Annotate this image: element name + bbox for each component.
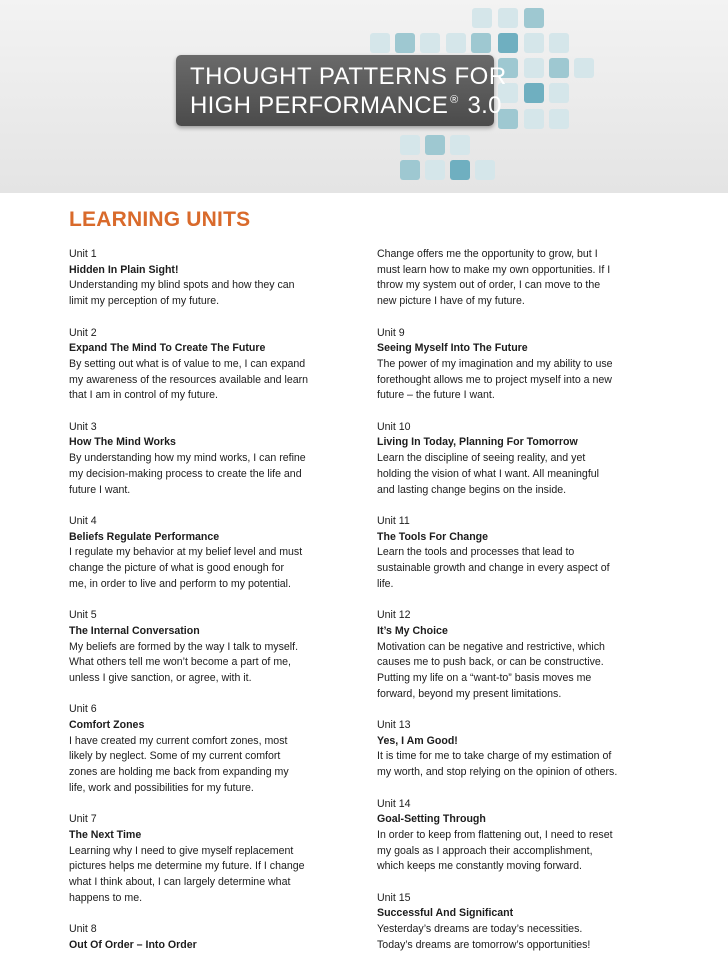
description-line: By setting out what is of value to me, I can expand <box>69 357 306 370</box>
title-box <box>176 55 507 126</box>
decorative-square <box>420 33 440 53</box>
unit-label: Unit 3 <box>69 420 97 433</box>
decorative-square <box>524 109 544 129</box>
decorative-square <box>498 33 518 53</box>
unit-entry <box>377 718 657 781</box>
description-line: that I am in control of my future. <box>69 389 218 402</box>
unit-description <box>377 922 657 953</box>
description-line: Motivation can be negative and restrictive, which <box>377 640 605 653</box>
unit-description <box>69 640 349 687</box>
unit-entry <box>69 514 349 593</box>
decorative-square <box>446 33 466 53</box>
description-line: throw my system out of order, I can move to the <box>377 279 601 292</box>
decorative-square <box>472 8 492 28</box>
unit-entry <box>69 922 349 953</box>
decorative-square <box>400 160 420 180</box>
unit-title: The Internal Conversation <box>69 624 200 637</box>
description-line: forward, beyond my present limitations. <box>377 687 562 700</box>
unit-entry <box>377 608 657 702</box>
unit-entry <box>69 247 349 310</box>
page-heading: LEARNING UNITS <box>69 208 251 231</box>
description-line: What others tell me won’t become a part of me, <box>69 656 291 669</box>
title-version: 3.0 <box>467 92 502 119</box>
header-banner <box>0 0 728 193</box>
unit-label: Unit 9 <box>377 326 405 339</box>
unit-title: The Tools For Change <box>377 530 489 543</box>
unit-entry <box>69 702 349 796</box>
unit-description <box>69 357 349 404</box>
description-line: The power of my imagination and my ability to use <box>377 357 613 370</box>
unit-title: Successful And Significant <box>377 907 514 920</box>
unit-entry <box>69 420 349 499</box>
description-line: likely by neglect. Some of my current comfort <box>69 750 281 763</box>
unit-title: Yes, I Am Good! <box>377 734 458 747</box>
unit-description <box>377 749 657 780</box>
unit-entry <box>377 326 657 405</box>
decorative-square <box>425 135 445 155</box>
unit-description <box>69 451 349 498</box>
description-line: Putting my life on a “want-to” basis moves me <box>377 671 592 684</box>
description-line: I have created my current comfort zones, most <box>69 734 288 747</box>
decorative-square <box>524 33 544 53</box>
description-line: pictures helps me determine my future. If I change <box>69 860 305 873</box>
description-line: sustainable growth and change in every aspect of <box>377 562 610 575</box>
description-line: happens to me. <box>69 891 143 904</box>
description-line: my worth, and stop relying on the opinion of others. <box>377 766 618 779</box>
description-line: my decision-making process to create the life and <box>69 467 302 480</box>
decorative-square <box>395 33 415 53</box>
description-line: and lasting change begins on the inside. <box>377 483 567 496</box>
unit-entry <box>69 326 349 405</box>
unit-title: Hidden In Plain Sight! <box>69 263 179 276</box>
description-line: Yesterday’s dreams are today’s necessities. <box>377 923 583 936</box>
description-line: what I think about, I can largely determine what <box>69 876 291 889</box>
left-column <box>69 247 349 969</box>
description-line: life. <box>377 577 394 590</box>
unit-title: It’s My Choice <box>377 624 448 637</box>
decorative-square <box>498 8 518 28</box>
unit-description <box>377 545 657 592</box>
unit-label: Unit 15 <box>377 891 411 904</box>
decorative-square <box>549 109 569 129</box>
unit-description <box>69 545 349 592</box>
unit-title: How The Mind Works <box>69 436 176 449</box>
unit-title: Comfort Zones <box>69 719 145 732</box>
decorative-square <box>450 135 470 155</box>
unit-label: Unit 14 <box>377 797 411 810</box>
unit-label: Unit 4 <box>69 514 97 527</box>
unit-entry <box>377 420 657 499</box>
title-line-1: THOUGHT PATTERNS FOR <box>190 63 507 90</box>
unit-label: Unit 5 <box>69 609 97 622</box>
description-line: must learn how to make my own opportunities. If I <box>377 263 611 276</box>
description-line: me, in order to live and perform to my potential. <box>69 577 291 590</box>
unit-title: Beliefs Regulate Performance <box>69 530 220 543</box>
unit-description <box>377 828 657 875</box>
description-line: By understanding how my mind works, I can refine <box>69 452 306 465</box>
decorative-square <box>471 33 491 53</box>
decorative-square <box>549 33 569 53</box>
unit-entry <box>69 812 349 906</box>
description-line: In order to keep from flattening out, I need to reset <box>377 828 613 841</box>
unit-entry <box>377 514 657 593</box>
unit-description <box>377 451 657 498</box>
unit-description <box>377 357 657 404</box>
decorative-square <box>549 83 569 103</box>
unit-description <box>69 278 349 309</box>
decorative-square <box>574 58 594 78</box>
unit-title: Out Of Order – Into Order <box>69 938 197 951</box>
description-line: forethought allows me to project myself into a new <box>377 373 612 386</box>
description-line: limit my perception of my future. <box>69 295 220 308</box>
decorative-square <box>370 33 390 53</box>
unit-label: Unit 10 <box>377 420 411 433</box>
description-line: Learning why I need to give myself replacement <box>69 844 294 857</box>
description-line: zones are holding me back from expanding my <box>69 766 289 779</box>
unit-label: Unit 6 <box>69 703 97 716</box>
description-line: future I want. <box>69 483 131 496</box>
unit-label: Unit 11 <box>377 514 410 527</box>
description-line: Change offers me the opportunity to grow, but I <box>377 248 598 260</box>
right-column <box>377 247 657 969</box>
decorative-square <box>524 83 544 103</box>
description-line: Learn the discipline of seeing reality, and yet <box>377 452 586 465</box>
description-line: which keeps me constantly moving forward. <box>377 860 582 873</box>
unit-description <box>69 844 349 907</box>
unit-entry <box>377 797 657 876</box>
decorative-square <box>425 160 445 180</box>
decorative-square <box>450 160 470 180</box>
description-line: Learn the tools and processes that lead to <box>377 546 575 559</box>
title-line-2 <box>190 92 502 120</box>
decorative-square <box>475 160 495 180</box>
unit-label: Unit 2 <box>69 326 97 339</box>
unit-title: Expand The Mind To Create The Future <box>69 342 266 355</box>
unit-entry <box>377 891 657 954</box>
title-main: HIGH PERFORMANCE <box>190 92 449 119</box>
unit-title: The Next Time <box>69 828 142 841</box>
description-line: life, work and possibilities for my future. <box>69 781 254 794</box>
unit-label: Unit 12 <box>377 609 411 622</box>
description-line: holding the vision of what I want. All meaningful <box>377 467 600 480</box>
unit-label: Unit 1 <box>69 248 97 260</box>
description-line: my goals as I approach their accomplishment, <box>377 844 593 857</box>
unit-title: Goal-Setting Through <box>377 813 486 826</box>
description-line: new picture I have of my future. <box>377 295 525 308</box>
unit-title: Living In Today, Planning For Tomorrow <box>377 436 578 449</box>
decorative-square <box>549 58 569 78</box>
description-line: unless I give sanction, or agree, with it. <box>69 671 252 684</box>
description-line: Today’s dreams are tomorrow’s opportunities! <box>377 938 591 951</box>
description-line: Understanding my blind spots and how they can <box>69 279 295 292</box>
unit-entry <box>69 608 349 687</box>
description-line: my awareness of the resources available and learn <box>69 373 309 386</box>
description-line: I regulate my behavior at my belief level and must <box>69 546 303 559</box>
registered-mark: ® <box>450 94 459 106</box>
unit-label: Unit 8 <box>69 923 97 936</box>
unit-label: Unit 7 <box>69 813 97 826</box>
unit-description <box>69 734 349 797</box>
unit-title: Seeing Myself Into The Future <box>377 342 528 355</box>
decorative-square <box>524 58 544 78</box>
description-line: change the picture of what is good enough for <box>69 562 284 575</box>
description-line: causes me to push back, or can be constructive. <box>377 656 604 669</box>
description-line: It is time for me to take charge of my estimation of <box>377 750 612 763</box>
unit-8-continuation <box>377 247 657 310</box>
unit-label: Unit 13 <box>377 719 411 732</box>
decorative-square <box>400 135 420 155</box>
unit-description <box>377 640 657 703</box>
decorative-square <box>524 8 544 28</box>
description-line: future – the future I want. <box>377 389 495 402</box>
description-line: My beliefs are formed by the way I talk to myself. <box>69 640 299 653</box>
